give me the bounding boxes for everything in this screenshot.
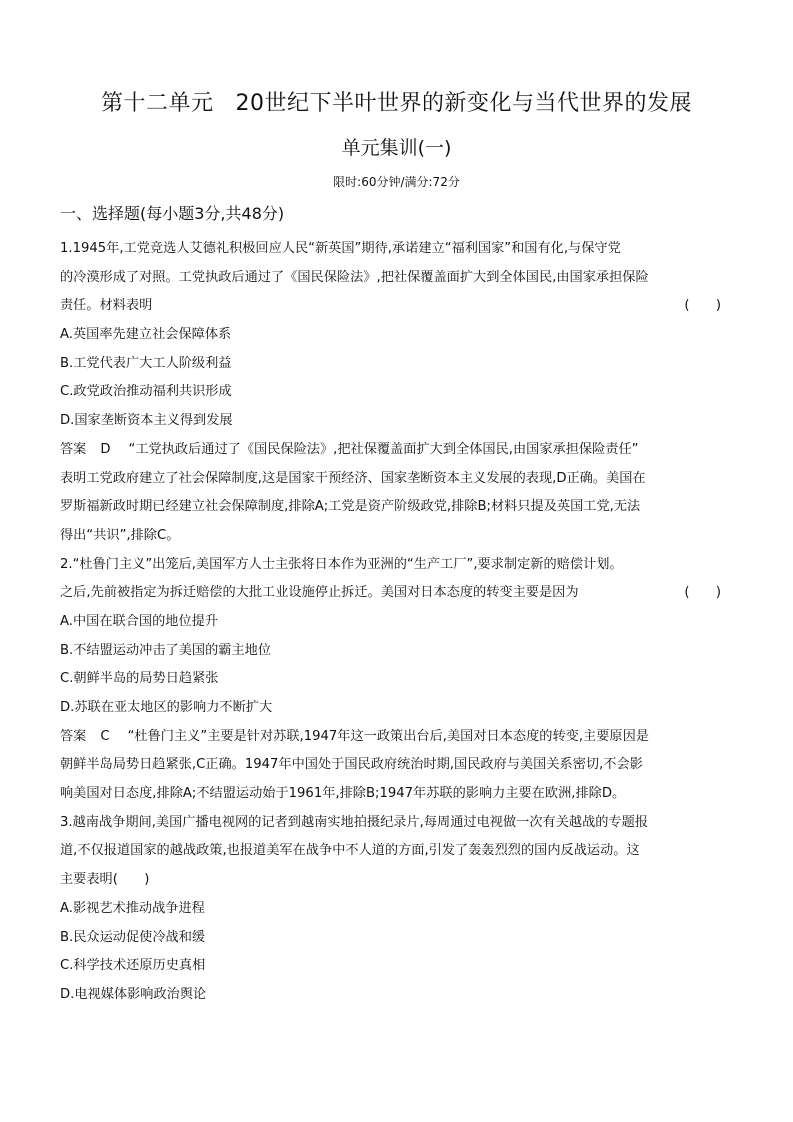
answer-line bbox=[60, 723, 735, 752]
question-stem-line: 的冷漠形成了对照。工党执政后通过了《国民保险法》,把社保覆盖面扩大到全体国民,由国家承担保险 bbox=[60, 269, 649, 285]
question-stem-line bbox=[60, 579, 735, 608]
option-a: A.英国率先建立社会保障体系 bbox=[60, 327, 232, 343]
option-c: C.政党政治推动福利共识形成 bbox=[60, 384, 232, 400]
option-d: D.国家垄断资本主义得到发展 bbox=[60, 413, 233, 429]
question-stem-line: 2.“杜鲁门主义”出笼后,美国军方人士主张将日本作为亚洲的“生产工厂”,要求制定新的赔偿计划。 bbox=[60, 556, 623, 572]
answer-line bbox=[60, 436, 735, 465]
option-d: D.电视媒体影响政治舆论 bbox=[60, 986, 207, 1002]
question-1 bbox=[60, 235, 735, 551]
answer-letter: D bbox=[100, 441, 111, 457]
option-d: D.苏联在亚太地区的影响力不断扩大 bbox=[60, 700, 273, 715]
explanation-line: 罗斯福新政时期已经建立社会保障制度,排除A;工党是资产阶级政党,排除B;材料只提及英国工党,无法 bbox=[60, 499, 641, 515]
option-c: C.朝鲜半岛的局势日趋紧张 bbox=[60, 671, 219, 687]
option-a: A.影视艺术推动战争进程 bbox=[60, 900, 205, 916]
question-stem-line bbox=[60, 292, 735, 321]
page-title bbox=[0, 86, 793, 117]
answer-label: 答案 bbox=[60, 441, 87, 457]
option-b: B.工党代表广大工人阶级利益 bbox=[60, 355, 232, 371]
explanation-line: 得出“共识”,排除C。 bbox=[60, 527, 180, 543]
explanation-line: 响美国对日态度,排除A;不结盟运动始于1961年,排除B;1947年苏联的影响力主要在欧洲,排除D。 bbox=[60, 786, 626, 802]
option-a: A.中国在联合国的地位提升 bbox=[60, 613, 219, 629]
question-stem-line: 1.1945年,工党竞选人艾德礼积极回应人民“新英国”期待,承诺建立“福利国家”和国有化,与保守党 bbox=[60, 241, 621, 256]
question-list bbox=[60, 235, 735, 1010]
unit-title: 20世纪下半叶世界的新变化与当代世界的发展 bbox=[235, 91, 692, 116]
question-3 bbox=[60, 809, 735, 1010]
question-stem-text: 之后,先前被指定为拆迁赔偿的大批工业设施停止拆迁。美国对日本态度的转变主要是因为 bbox=[60, 585, 579, 601]
explanation-text: “工党执政后通过了《国民保险法》,把社保覆盖面扩大到全体国民,由国家承担保险责任” bbox=[128, 441, 639, 457]
question-stem-line: 3.越南战争期间,美国广播电视网的记者到越南实地拍摄纪录片,每周通过电视做一次有关越战的专题报 bbox=[60, 814, 649, 830]
answer-letter: C bbox=[100, 728, 110, 744]
question-stem-line: 主要表明( ) bbox=[60, 872, 150, 888]
question-stem-text: 责任。材料表明 bbox=[60, 298, 153, 314]
question-2 bbox=[60, 551, 735, 809]
explanation-text: “杜鲁门主义”主要是针对苏联,1947年这一政策出台后,美国对日本态度的转变,主要原因是 bbox=[127, 728, 649, 744]
answer-blank: ( ) bbox=[684, 298, 721, 314]
option-b: B.民众运动促使冷战和缓 bbox=[60, 929, 206, 945]
page-subtitle: 单元集训(一) bbox=[341, 137, 452, 159]
answer-blank: ( ) bbox=[684, 585, 721, 601]
section-heading: 一、选择题(每小题3分,共48分) bbox=[60, 204, 285, 223]
explanation-line: 朝鲜半岛局势日趋紧张,C正确。1947年中国处于国民政府统治时期,国民政府与美国关系密切,不会影 bbox=[60, 757, 643, 773]
answer-label: 答案 bbox=[60, 728, 87, 744]
time-limit-info: 限时:60分钟/满分:72分 bbox=[333, 175, 460, 189]
option-c: C.科学技术还原历史真相 bbox=[60, 958, 206, 974]
unit-label: 第十二单元 bbox=[100, 91, 214, 116]
question-stem-line: 道,不仅报道国家的越战政策,也报道美军在战争中不人道的方面,引发了轰轰烈烈的国内反战运动。这 bbox=[60, 843, 640, 859]
explanation-line: 表明工党政府建立了社会保障制度,这是国家干预经济、国家垄断资本主义发展的表现,D正确。美国在 bbox=[60, 470, 646, 486]
option-b: B.不结盟运动冲击了美国的霸主地位 bbox=[60, 642, 272, 658]
